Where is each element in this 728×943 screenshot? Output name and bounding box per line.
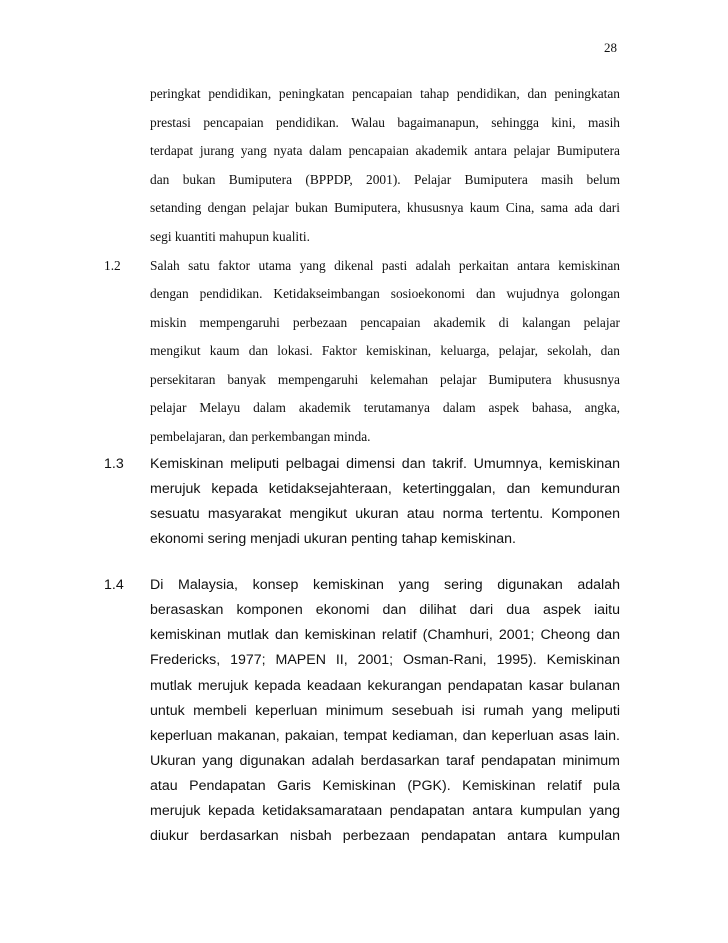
text-line: Fredericks, 1977; MAPEN II, 2001; Osman-Rani, 1995). Kemiskinan — [150, 652, 620, 668]
text-line: dan bukan Bumiputera (BPPDP, 2001). Pelajar Bumiputera masih belum — [150, 172, 620, 187]
text-line: atau Pendapatan Garis Kemiskinan (PGK). Kemiskinan relatif pula — [150, 778, 620, 794]
text-line: merujuk kepada ketidaksamarataan pendapatan antara kumpulan yang — [150, 803, 620, 819]
text-line: segi kuantiti mahupun kualiti. — [150, 229, 310, 244]
text-line: pelajar Melayu dalam akademik terutamanya dalam aspek bahasa, angka, — [150, 400, 620, 415]
text-line: Di Malaysia, konsep kemiskinan yang sering digunakan adalah — [150, 577, 620, 593]
text-line: terdapat jurang yang nyata dalam pencapaian akademik antara pelajar Bumiputera — [150, 143, 620, 158]
text-line: Salah satu faktor utama yang dikenal pasti adalah perkaitan antara kemiskinan — [150, 258, 620, 273]
text-line: Ukuran yang digunakan adalah berdasarkan taraf pendapatan minimum — [150, 753, 620, 769]
text-line: setanding dengan pelajar bukan Bumiputera, khususnya kaum Cina, sama ada dari — [150, 200, 620, 215]
text-line: mengikut kaum dan lokasi. Faktor kemiskinan, keluarga, pelajar, sekolah, dan — [150, 343, 620, 358]
text-line: untuk membeli keperluan minimum sesebuah isi rumah yang meliputi — [150, 703, 620, 719]
text-line: keperluan makanan, pakaian, tempat kediaman, dan keperluan asas lain. — [150, 728, 620, 744]
section-number: 1.3 — [104, 456, 124, 472]
text-line: dengan pendidikan. Ketidakseimbangan sosioekonomi dan wujudnya golongan — [150, 286, 620, 301]
page-number: 28 — [604, 40, 617, 55]
text-line: kemiskinan mutlak dan kemiskinan relatif (Chamhuri, 2001; Cheong dan — [150, 627, 620, 643]
text-line: berasaskan komponen ekonomi dan dilihat dari dua aspek iaitu — [150, 602, 620, 618]
text-line: Kemiskinan meliputi pelbagai dimensi dan takrif. Umumnya, kemiskinan — [150, 456, 620, 472]
text-line: merujuk kepada ketidaksejahteraan, ketertinggalan, dan kemunduran — [150, 481, 620, 497]
text-line: mutlak merujuk kepada keadaan kekurangan pendapatan kasar bulanan — [150, 678, 620, 694]
text-line: ekonomi sering menjadi ukuran penting tahap kemiskinan. — [150, 531, 516, 547]
text-line: sesuatu masyarakat mengikut ukuran atau norma tertentu. Komponen — [150, 506, 620, 522]
section-number: 1.4 — [104, 577, 124, 593]
text-line: pembelajaran, dan perkembangan minda. — [150, 429, 371, 444]
text-line: peringkat pendidikan, peningkatan pencapaian tahap pendidikan, dan peningkatan — [150, 86, 620, 101]
text-line: diukur berdasarkan nisbah perbezaan pendapatan antara kumpulan — [150, 828, 620, 844]
section-number: 1.2 — [104, 258, 121, 273]
text-line: persekitaran banyak mempengaruhi kelemahan pelajar Bumiputera khususnya — [150, 372, 620, 387]
text-line: miskin mempengaruhi perbezaan pencapaian akademik di kalangan pelajar — [150, 315, 620, 330]
text-line: prestasi pencapaian pendidikan. Walau bagaimanapun, sehingga kini, masih — [150, 115, 620, 130]
